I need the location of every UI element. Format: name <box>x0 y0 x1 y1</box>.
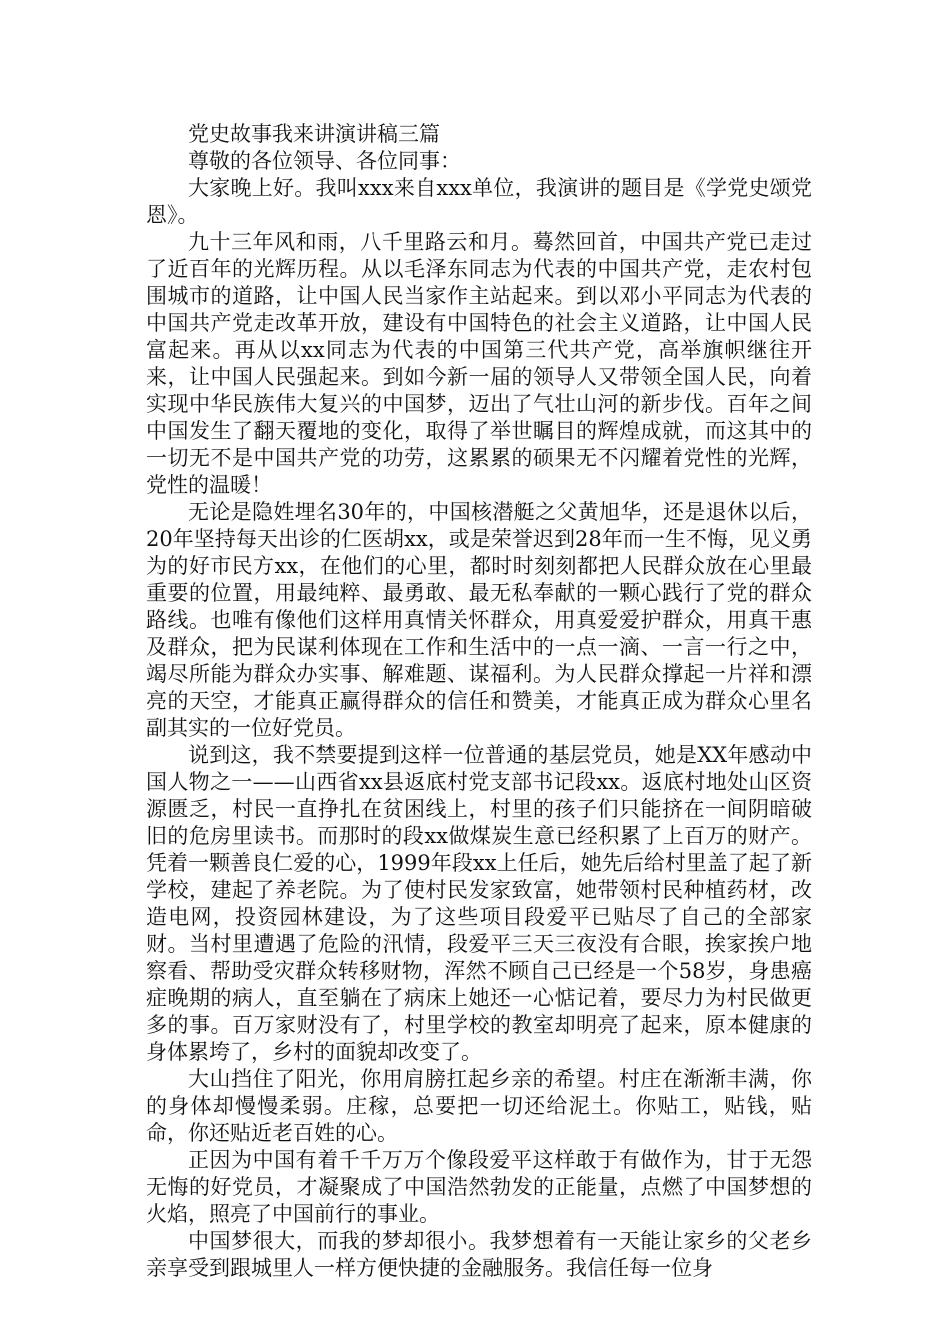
paragraph: 中国梦很大，而我的梦却很小。我梦想着有一天能让家乡的父老乡亲享受到跟城里人一样方便快捷的金融服务。我信任每一位身 <box>146 1229 812 1280</box>
paragraph: 说到这，我不禁要提到这样一位普通的基层党员，她是XX年感动中国人物之一——山西省xx县返底村党支部书记段xx。返底村地处山区资源匮乏，村民一直挣扎在贫困线上，村里的孩子们只能挤在一间阴暗破旧的危房里读书。而那时的段xx做煤炭生意已经积累了上百万的财产。凭着一颗善良仁爱的心，1999年段xx上任后，她先后给村里盖了起了新学校，建起了养老院。为了使村民发家致富，她带领村民种植药材，改造电网，投资园林建设，为了这些项目段爱平已贴尽了自己的全部家财。当村里遭遇了危险的汛情，段爱平三天三夜没有合眼，挨家挨户地察看、帮助受灾群众转移财物，浑然不顾自己已经是一个58岁，身患癌症晚期的病人，直至躺在了病床上她还一心惦记着，要尽力为村民做更多的事。百万家财没有了，村里学校的教室却明亮了起来，原本健康的身体累垮了，乡村的面貌却改变了。 <box>146 743 812 1064</box>
greeting-line: 尊敬的各位领导、各位同事： <box>188 149 461 173</box>
paragraph: 无论是隐姓埋名30年的，中国核潜艇之父黄旭华，还是退休以后，20年坚持每天出诊的仁医胡xx，或是荣誉迟到28年而一生不悔，见义勇为的好市民方xx，在他们的心里，都时时刻刻都把人民群众放在心里最重要的位置，用最纯粹、最勇敢、最无私奉献的一颗心践行了党的群众路线。也唯有像他们这样用真情关怀群众，用真爱爱护群众，用真干惠及群众，把为民谋利体现在工作和生活中的一点一滴、一言一行之中，竭尽所能为群众办实事、解难题、谋福利。为人民群众撑起一片祥和漂亮的天空，才能真正赢得群众的信任和赞美，才能真正成为群众心里名副其实的一位好党员。 <box>146 500 812 740</box>
paragraph: 大山挡住了阳光，你用肩膀扛起乡亲的希望。村庄在渐渐丰满，你的身体却慢慢柔弱。庄稼，总要把一切还给泥土。你贴工，贴钱，贴命，你还贴近老百姓的心。 <box>146 1067 812 1145</box>
paragraph: 大家晚上好。我叫xxx来自xxx单位，我演讲的题目是《学党史颂党恩》。 <box>146 176 812 227</box>
document-title: 党史故事我来讲演讲稿三篇 <box>188 122 440 146</box>
document-body <box>146 121 812 1282</box>
paragraph: 正因为中国有着千千万万个像段爱平这样敢于有做作为，甘于无怨无悔的好党员，才凝聚成了中国浩然勃发的正能量，点燃了中国梦想的火焰，照亮了中国前行的事业。 <box>146 1148 812 1226</box>
paragraph: 九十三年风和雨，八千里路云和月。蓦然回首，中国共产党已走过了近百年的光辉历程。从以毛泽东同志为代表的中国共产党，走农村包围城市的道路，让中国人民当家作主站起来。到以邓小平同志为代表的中国共产党走改革开放，建设有中国特色的社会主义道路，让中国人民富起来。再从以xx同志为代表的中国第三代共产党，高举旗帜继往开来，让中国人民强起来。到如今新一届的领导人又带领全国人民，向着实现中华民族伟大复兴的中国梦，迈出了气壮山河的新步伐。百年之间中国发生了翻天覆地的变化，取得了举世瞩目的辉煌成就，而这其中的一切无不是中国共产党的功劳，这累累的硕果无不闪耀着党性的光辉，党性的温暖！ <box>146 230 812 497</box>
